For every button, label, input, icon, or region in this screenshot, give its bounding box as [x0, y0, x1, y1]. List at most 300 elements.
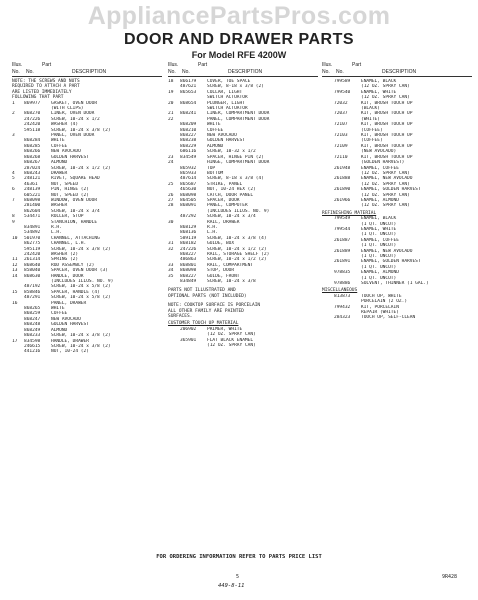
- part-number: 865687: [180, 181, 197, 187]
- part-description: WHITE: [51, 306, 65, 312]
- part-number: 834598: [24, 338, 41, 344]
- illus-label: Illus.: [12, 62, 23, 68]
- illus-number: [322, 315, 334, 320]
- part-number: 261948: [334, 165, 351, 171]
- part-description: WINDOW, OVEN DOOR: [51, 197, 98, 203]
- part-number: 486863: [180, 257, 197, 263]
- part-number: 287024: [24, 165, 41, 171]
- illus-number: 9: [12, 219, 15, 225]
- part-number: 862604: [24, 208, 41, 214]
- parts-list-refinishing: [322, 216, 472, 286]
- part-number: 72037: [334, 111, 348, 117]
- part-description: RAIL, STORAGE SHELF (2): [207, 252, 270, 257]
- part-number: [334, 203, 361, 208]
- illus-number: 33: [168, 262, 174, 268]
- part-number: 868229: [180, 143, 197, 149]
- part-description: ENAMEL, COFFEE: [361, 237, 399, 243]
- illus-number: 25: [168, 181, 174, 187]
- part-number: 868210: [180, 127, 197, 133]
- part-description: NEW AVOCADO: [207, 133, 237, 139]
- part-number: 868091: [180, 203, 197, 209]
- parts-list-misc: [322, 294, 472, 321]
- part-number: 858040: [24, 268, 41, 274]
- part-description: SCREW, 10-24 x 3/8: [207, 279, 256, 285]
- part-number: 868233: [24, 333, 41, 339]
- part-number: 799432: [334, 304, 351, 310]
- illus-number: 26: [168, 192, 174, 198]
- illus-number: 24: [168, 160, 174, 166]
- part-description: PANEL, COMPUTER: [207, 203, 248, 209]
- part-number: 978835: [334, 270, 351, 276]
- part-description: (1 QT. UNCUT): [361, 254, 397, 259]
- part-number: 284323: [334, 315, 351, 321]
- note-not-illustrated: [168, 288, 318, 299]
- part-number: 868270: [24, 111, 41, 117]
- part-description: SCREW, 10-24 x 1/2 (2): [207, 257, 267, 263]
- part-description: (1 QT. UNCUT): [361, 275, 397, 281]
- part-number: 868640: [24, 262, 41, 268]
- part-description: PIN, HINGE (2): [51, 187, 89, 193]
- section-miscellaneous: MISCELLANEOUS: [322, 288, 358, 294]
- illus-number: 12: [12, 262, 18, 268]
- part-number: 261891: [334, 259, 351, 265]
- part-number: 605221: [24, 192, 41, 198]
- note-line: ARE LISTED IMMEDIATELY: [12, 89, 72, 95]
- part-number: 595118: [24, 127, 41, 133]
- part-label: Part: [42, 62, 52, 68]
- part-description: (12 OZ. SPRAY CAN): [361, 170, 410, 176]
- page-number: 5: [236, 574, 240, 580]
- part-description: (1 QT. UNCUT): [361, 264, 397, 270]
- part-description: SCREW, 10-24 x 5/8 (2): [51, 295, 111, 301]
- part-description: ROLLER, STOP: [51, 214, 84, 220]
- part-description: SCREW, 10-24 x 1/2: [51, 116, 100, 122]
- illus-number: 18: [168, 79, 174, 84]
- illus-number: 16: [12, 300, 18, 306]
- illus-number: 30: [168, 219, 174, 225]
- illus-label: Illus.: [322, 62, 333, 68]
- part-number: 868098: [24, 197, 41, 203]
- note-line: NOTE: COOKTOP SURFACE IS PORCELAIN: [168, 303, 261, 309]
- illus-no-label: No.: [322, 68, 330, 75]
- illus-number: 4: [12, 170, 15, 176]
- part-number: 246615: [24, 343, 41, 349]
- note-line: FOLLOWING THAT PART: [12, 95, 64, 101]
- part-description: (1 QT. UNCUT): [361, 221, 397, 227]
- part-description: (BLACK): [361, 106, 380, 112]
- part-number: 868247: [24, 316, 41, 322]
- note-line: ALL OTHER FAMILY ARE PAINTED: [168, 308, 244, 314]
- part-description: ENAMEL, NEW AVOCADO: [361, 176, 413, 182]
- part-no-label: No.: [26, 68, 34, 75]
- part-number: 868238: [180, 138, 197, 144]
- part-description: (NEW AVOCADO): [361, 149, 397, 155]
- part-description: GOLDEN HARVEST: [51, 154, 89, 160]
- part-number: 868248: [24, 322, 41, 328]
- part-description: (GOLDEN HARVEST): [361, 160, 405, 166]
- part-description: ALMOND: [207, 143, 224, 149]
- part-description: GOLDEN HARVEST: [51, 322, 89, 328]
- part-description: KIT, BRUSH TOUCH UP: [361, 133, 413, 139]
- illus-number: 31: [168, 241, 174, 247]
- part-number: 868267: [24, 160, 41, 166]
- part-number: 868249: [24, 327, 41, 333]
- part-description: PORCELAIN (2 OZ.): [361, 299, 408, 305]
- part-number: 868098: [180, 192, 197, 198]
- part-number: 799540: [334, 89, 351, 95]
- part-number: 247226: [180, 246, 197, 252]
- part-description: (12 OZ. SPRAY CAN): [207, 332, 256, 338]
- illus-number: 13: [12, 268, 18, 274]
- part-description: HANDLE, DRAWER: [51, 338, 89, 344]
- part-description: (12 OZ. SPRAY CAN): [361, 192, 410, 198]
- part-number: 868136: [180, 230, 197, 236]
- part-description: ALMOND: [51, 327, 68, 333]
- part-number: 868285: [24, 143, 41, 149]
- column-header: [168, 63, 318, 77]
- part-number: [180, 343, 207, 348]
- part-number: 834549: [180, 154, 197, 160]
- illus-number: 22: [168, 116, 174, 122]
- parts-row: [322, 315, 472, 320]
- parts-list: [322, 79, 472, 209]
- part-number: 799549: [334, 216, 351, 222]
- part-description: (INCLUDES ILLUS. NO. 9): [207, 208, 270, 214]
- part-number: 868243: [24, 170, 41, 176]
- illus-number: 11: [12, 257, 18, 263]
- part-number: 869977: [24, 100, 41, 106]
- part-number: 261887: [334, 237, 351, 243]
- part-description: R.H.: [207, 224, 218, 230]
- handwritten-code: 449-8-11: [218, 583, 245, 589]
- document-code: 9R428: [442, 574, 458, 580]
- part-description: SCREW, 10-24 x 3/8 (2): [51, 127, 111, 133]
- part-description: SWITCH ACTUATOR: [207, 95, 248, 101]
- part-number: 865933: [180, 170, 197, 176]
- part-number: 589119: [180, 235, 197, 241]
- part-description: DRAWER: [51, 170, 68, 176]
- part-description: GUIDE, FRONT: [207, 273, 240, 279]
- part-description: (COFFEE): [361, 127, 383, 133]
- part-number: 487291: [24, 295, 41, 301]
- part-description: (12 OZ. SPRAY CAN): [361, 203, 410, 209]
- part-number: 261966: [334, 197, 351, 203]
- part-number: 261889: [334, 248, 351, 254]
- part-number: 868284: [24, 138, 41, 144]
- parts-row: [168, 279, 318, 284]
- part-number: 834891: [24, 224, 41, 230]
- part-number: 868241: [180, 111, 197, 117]
- note-line: SURFACES.: [168, 314, 193, 320]
- illus-number: 35: [168, 273, 174, 279]
- parts-row: [12, 349, 162, 354]
- part-description: L.H.: [51, 230, 62, 236]
- part-description: GOLDEN HARVEST: [207, 138, 245, 144]
- part-description: SCREW, 10-24 x 1/2 (2): [51, 165, 111, 171]
- section-refinishing: REFINISHING MATERIAL: [322, 210, 377, 216]
- part-description: BOTTOM: [207, 170, 224, 176]
- part-number: 865932: [180, 165, 197, 171]
- part-description: COFFEE: [51, 311, 68, 317]
- part-description: WASHER: [51, 203, 68, 209]
- illus-number: [322, 203, 334, 208]
- parts-list: [168, 79, 318, 284]
- part-number: 595119: [24, 246, 41, 252]
- illus-number: [168, 279, 180, 284]
- part-description: NUT, 10-24 (2): [51, 349, 89, 355]
- part-description: HANDLE, DOOR: [51, 273, 84, 279]
- part-description: TOUCH UP, WHITE: [361, 293, 402, 299]
- part-number: 868654: [180, 100, 197, 106]
- part-description: ENAMEL, WHITE: [361, 226, 397, 232]
- part-description: SCREW, 10-24 x 3/8 (2): [51, 246, 111, 252]
- part-number: 534892: [24, 230, 41, 236]
- part-description: WASHER (4): [51, 122, 79, 128]
- part-description: SPRING (2): [51, 257, 79, 263]
- part-description: LINER, COMPARTMENT DOOR: [207, 111, 270, 117]
- illus-number: 19: [168, 89, 174, 95]
- part-number: 868630: [24, 273, 41, 279]
- part-description: ALMOND: [51, 160, 68, 166]
- part-description: LINER, OVEN DOOR: [51, 111, 95, 117]
- part-description: ENAMEL, BLACK: [361, 216, 397, 222]
- part-number: 441216: [24, 349, 41, 355]
- part-number: 868227: [180, 273, 197, 279]
- part-number: 248121: [24, 176, 41, 182]
- part-description: RIVET, SQUARE HEAD: [51, 176, 100, 182]
- part-number: 864505: [180, 197, 197, 203]
- part-description: SPACER, OVEN DOOR (3): [51, 268, 108, 274]
- part-description: WHITE: [51, 138, 65, 144]
- part-description: SCREW, 10-24 x 5/8 (2): [51, 284, 111, 290]
- note-surfaces: [168, 303, 318, 319]
- part-description: STANCHION, HANDLE: [51, 219, 98, 225]
- illus-number: [322, 281, 334, 286]
- part-number: 72109: [334, 143, 348, 149]
- part-description: (INCLUDES ILLUS. NO. 9): [51, 279, 114, 285]
- part-number: 487192: [24, 284, 41, 290]
- part-number: 365901: [180, 337, 197, 343]
- part-number: 534471: [24, 214, 41, 220]
- part-description: ENAMEL, COFFEE: [361, 165, 399, 171]
- part-number: 72107: [334, 122, 348, 128]
- illus-number: 17: [12, 338, 18, 344]
- part-number: 868265: [24, 306, 41, 312]
- part-description: (1 QT. UNCUT): [361, 232, 397, 238]
- part-number: 465630: [180, 187, 197, 193]
- part-description: KIT, BRUSH TOUCH UP: [361, 154, 413, 160]
- part-number: 799544: [334, 226, 351, 232]
- part-description: SPACER, HANDLE (4): [51, 289, 100, 295]
- part-description: (WITH CLIPS): [51, 106, 84, 112]
- part-number: 72032: [334, 100, 348, 106]
- part-description: PANEL, DRAWER: [51, 300, 87, 306]
- part-description: SCREW, 10-24 x 1/2 (2): [207, 246, 267, 252]
- illus-number: 3: [12, 133, 15, 139]
- part-number: 46361: [24, 181, 38, 187]
- part-description: SPACER, DOOR: [207, 197, 240, 203]
- parts-row: [322, 203, 472, 208]
- part-description: CHANNEL, ATTACHING: [51, 235, 100, 241]
- part-number: 868182: [180, 241, 197, 247]
- part-description: KIT, BRUSH TOUCH UP: [361, 143, 413, 149]
- part-number: 487614: [180, 176, 197, 182]
- part-description: (12 OZ. SPRAY CAN): [207, 343, 256, 349]
- illus-number: 34: [168, 268, 174, 274]
- part-description: KIT, BRUSH TOUCH UP: [361, 122, 413, 128]
- part-description: ENAMEL, GOLDEN HARVEST: [361, 187, 421, 193]
- note-line: OPTIONAL PARTS (NOT INCLUDED): [168, 293, 247, 299]
- part-description: ENAMEL, WHITE: [361, 89, 397, 95]
- illus-number: 32: [168, 246, 174, 252]
- section-touch-up: CUSTOMER TOUCH UP MATERIAL: [168, 321, 239, 327]
- part-number: 865653: [180, 89, 197, 95]
- part-description: COFFEE: [51, 143, 68, 149]
- part-number: 868129: [180, 224, 197, 230]
- illus-number: 10: [12, 235, 18, 241]
- part-no-label: No.: [182, 68, 190, 75]
- part-description: HINGE, COMPARTMENT DOOR: [207, 160, 270, 166]
- column-header: [322, 63, 472, 77]
- part-description: L.H.: [207, 230, 218, 236]
- part-description: (12 OZ. SPRAY CAN): [361, 84, 410, 90]
- part-description: GUIDE, BOX: [207, 241, 235, 247]
- part-number: 247226: [24, 116, 41, 122]
- illus-label: Illus.: [168, 62, 179, 68]
- part-description: ENAMEL, BLACK: [361, 79, 397, 84]
- part-description: NUT, SPEED: [51, 181, 79, 187]
- part-description: (WHITE): [361, 116, 380, 122]
- illus-number: [12, 349, 24, 354]
- note-line: PARTS NOT ILLUSTRATED AND: [168, 288, 236, 294]
- part-number: 862775: [24, 241, 41, 247]
- part-number: 261314: [24, 257, 41, 263]
- part-description: PANEL, OVEN DOOR: [51, 133, 95, 139]
- part-label: Part: [352, 62, 362, 68]
- part-description: SCREW, 10-24 x 3/4: [51, 208, 100, 214]
- part-number: 868209: [180, 122, 197, 128]
- part-description: KIT, BRUSH TOUCH UP: [361, 100, 413, 106]
- part-number: 72110: [334, 154, 348, 160]
- parts-column-1: [12, 63, 162, 355]
- part-number: 487621: [180, 84, 197, 90]
- part-number: 242420: [24, 252, 41, 257]
- part-description: COVER, TOE SPACE: [207, 79, 251, 84]
- part-description: FLAT BLACK ENAMEL: [207, 337, 254, 343]
- part-description: SCREW, 10-24 x 3/4: [207, 214, 256, 220]
- illus-number: 6: [12, 187, 15, 193]
- parts-column-2: [168, 63, 318, 349]
- page-title: DOOR AND DRAWER PARTS: [123, 31, 355, 48]
- illus-no-label: No.: [12, 68, 20, 75]
- part-description: WHITE: [207, 122, 221, 128]
- part-description: ENAMEL, GOLDEN HARVEST: [361, 259, 421, 265]
- part-number: 868801: [180, 262, 197, 268]
- part-description: KIT, BRUSH TOUCH UP: [361, 111, 413, 117]
- illus-no-label: No.: [168, 68, 176, 75]
- illus-number: 7: [12, 197, 15, 203]
- illus-number: 23: [168, 154, 174, 160]
- part-description: SCREW, 10-32 x 1/2: [207, 149, 256, 155]
- part-description: CHANNEL, L.H.: [51, 241, 87, 247]
- illus-number: 15: [12, 289, 18, 295]
- part-description: COLLAR, LIGHT: [207, 89, 243, 95]
- part-description: RAIL, COMPARTMENT: [207, 262, 254, 268]
- description-label: DESCRIPTION: [72, 68, 107, 75]
- illus-number: 27: [168, 197, 174, 203]
- part-number: 868266: [24, 149, 41, 155]
- part-number: 868259: [24, 311, 41, 317]
- parts-row: [168, 343, 318, 348]
- part-description: NUT, 10-24 HEX (2): [207, 187, 256, 193]
- illus-number: 5: [12, 176, 15, 182]
- part-number: 858846: [24, 289, 41, 295]
- part-description: PANEL, COMPARTMENT DOOR: [207, 116, 270, 122]
- part-number: 813873: [334, 293, 351, 299]
- part-description: COFFEE: [207, 127, 224, 133]
- part-label: Part: [198, 62, 208, 68]
- parts-row: [322, 281, 472, 286]
- illus-number: 1: [12, 100, 15, 106]
- part-description: PRIMER, WHITE: [207, 326, 243, 332]
- part-number: 242420: [24, 122, 41, 128]
- parts-list-touch-up: [168, 327, 318, 349]
- illus-number: 8: [12, 214, 15, 220]
- part-number: 501970: [24, 235, 41, 241]
- part-description: SOLVENT, THINNER (1 GAL.): [361, 281, 429, 287]
- part-description: ENAMEL, ALMOND: [361, 197, 399, 203]
- part-description: (COFFEE): [361, 138, 383, 144]
- part-description: KIT, PORCELAIN: [361, 304, 399, 310]
- part-number: 206902: [180, 326, 197, 332]
- part-description: TOUCH UP, SELF-CLEAN: [361, 315, 416, 321]
- note-block: [12, 79, 162, 101]
- part-description: CATCH, DOOR PANEL: [207, 192, 254, 198]
- note-line: NOTE: THE SCREWS AND NUTS: [12, 79, 80, 84]
- part-no-label: No.: [336, 68, 344, 75]
- part-number: 281400: [24, 203, 41, 209]
- part-description: (12 OZ. SPRAY CAN): [361, 95, 410, 101]
- part-description: TOP: [207, 165, 216, 171]
- part-description: SCREW, 10-24 x 3/8 (2): [51, 333, 111, 339]
- watermark: AppliancePartsPros.com: [87, 2, 391, 30]
- part-number: 868098: [180, 268, 197, 274]
- part-number: 868268: [24, 154, 41, 160]
- part-number: 866179: [180, 79, 197, 84]
- part-number: 868227: [180, 133, 197, 139]
- part-description: WASHER (2): [51, 252, 79, 257]
- part-number: 868227: [180, 252, 197, 257]
- part-description: R.H.: [51, 224, 62, 230]
- part-description: PLUNGER, LIGHT: [207, 100, 245, 106]
- part-description: SCREW, 8-18 x 3/8 (2): [207, 84, 264, 90]
- part-description: (12 OZ. SPRAY CAN): [361, 181, 410, 187]
- part-description: GASKET, OVEN DOOR: [51, 100, 98, 106]
- part-number: 72103: [334, 133, 348, 139]
- illus-number: [168, 343, 180, 348]
- part-description: SCREW, 10-24 x 3/8 (2): [51, 343, 111, 349]
- part-description: NUT, SPEED (2): [51, 192, 89, 198]
- parts-list: [12, 101, 162, 355]
- part-description: ENAMEL, NEW AVOCADO: [361, 248, 413, 254]
- part-description: REPAIR (WHITE): [361, 310, 399, 316]
- illus-number: 20: [168, 100, 174, 106]
- part-number: 487292: [180, 214, 197, 220]
- illus-number: 28: [168, 203, 174, 209]
- part-number: 248139: [24, 187, 41, 193]
- model-subtitle: For Model RFE 4200W: [191, 50, 287, 60]
- part-description: NEW AVOCADO: [51, 316, 81, 322]
